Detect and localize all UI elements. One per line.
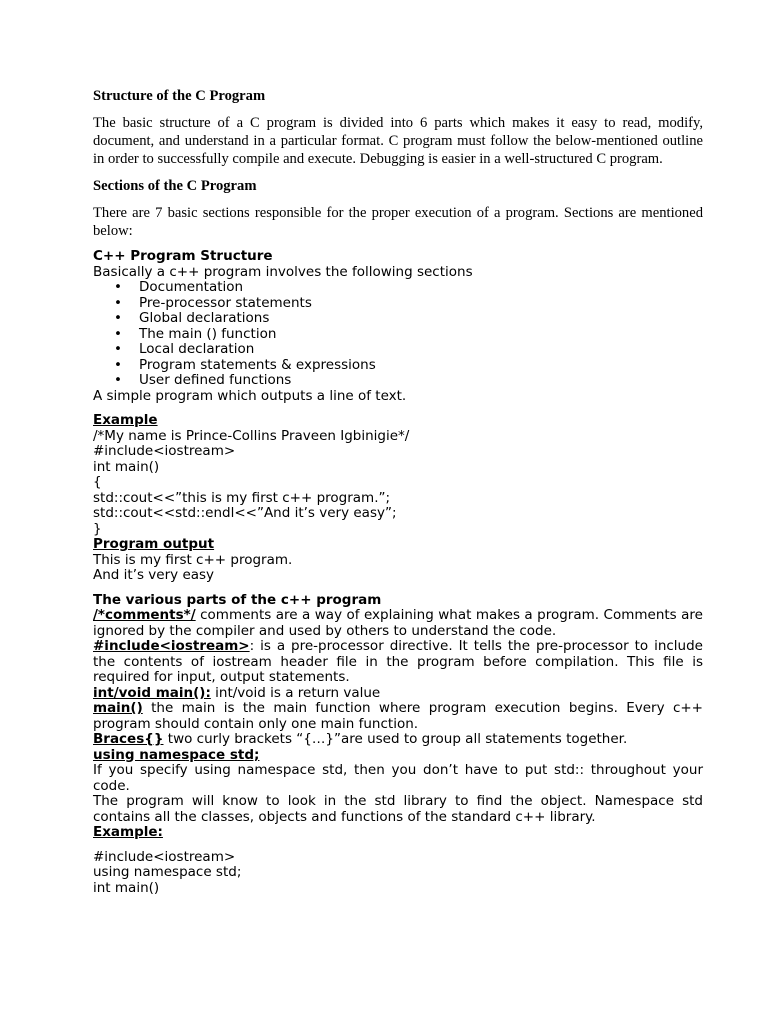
comments-text: comments are a way of explaining what makes a program. Comments are ignored by the compiler and used by others to understand the code. <box>93 607 703 639</box>
example-heading: Example <box>93 412 158 428</box>
list-item: • User defined functions <box>93 373 703 389</box>
list-item: • Global declarations <box>93 311 703 327</box>
cpp-structure-outro: A simple program which outputs a line of text. <box>93 387 407 404</box>
structure-heading: Structure of the C Program <box>93 88 266 104</box>
namespace-paragraph-2: The program will know to look in the std library to find the object. Namespace std contains all the classes, objects and functions of the standard c++ library. <box>93 793 703 825</box>
document-body <box>93 87 703 896</box>
code-line: #include<iostream> <box>93 443 236 459</box>
namespace-term: using namespace std; <box>93 746 260 763</box>
comments-term: /*comments*/ <box>93 607 196 623</box>
namespace-paragraph-1: If you specify using namespace std, then you don’t have to put std:: throughout your code. <box>93 762 703 794</box>
sections-list <box>93 280 703 389</box>
main-term: main() <box>93 700 143 716</box>
list-item: • Local declaration <box>93 342 703 358</box>
main-text: the main is the main function where program execution begins. Every c++ program should contain only one main function. <box>93 700 703 732</box>
structure-paragraph: The basic structure of a C program is divided into 6 parts which makes it easy to read, modify, document, and understand in a particular format. C program must follow the below-mentioned outline in order to successfully compile and execute. Debugging is easier in a well-structured C program. <box>93 115 703 167</box>
include-term: #include<iostream> <box>93 638 250 654</box>
parts-heading: The various parts of the c++ program <box>93 591 382 608</box>
main-signature-paragraph <box>93 686 703 702</box>
program-output-heading: Program output <box>93 536 215 552</box>
list-item: • Pre-processor statements <box>93 296 703 312</box>
comments-paragraph <box>93 608 703 639</box>
cpp-structure-section <box>93 249 703 404</box>
code-line: using namespace std; <box>93 864 242 880</box>
code-line: /*My name is Prince-Collins Praveen Igbinigie*/ <box>93 427 410 444</box>
main-signature-text: int/void is a return value <box>210 684 381 701</box>
main-signature-term: int/void main(): <box>93 684 211 701</box>
output-line: This is my first c++ program. <box>93 551 293 568</box>
example-section <box>93 413 703 584</box>
sections-paragraph: There are 7 basic sections responsible for the proper execution of a program. Sections are mentioned below: <box>93 205 703 239</box>
main-paragraph <box>93 701 703 732</box>
code-line: std::cout<<”this is my first c++ program.”; <box>93 489 391 506</box>
code-line: std::cout<<std::endl<<”And it’s very easy”; <box>93 505 397 521</box>
include-text: : is a pre-processor directive. It tells the pre-processor to include the contents of iostream header file in the program before compilation. This file is required for input, output statements. <box>93 638 703 685</box>
code-line: int main() <box>93 879 160 896</box>
list-item: • The main () function <box>93 327 703 343</box>
code-line: } <box>93 520 102 537</box>
parts-section <box>93 593 703 897</box>
code-line: #include<iostream> <box>93 848 236 865</box>
cpp-structure-intro: Basically a c++ program involves the following sections <box>93 263 473 280</box>
braces-paragraph <box>93 732 703 748</box>
braces-text: two curly brackets “{…}”are used to group all statements together. <box>163 731 628 747</box>
code-line: int main() <box>93 458 160 475</box>
example2-heading: Example: <box>93 824 163 840</box>
list-item: • Program statements & expressions <box>93 358 703 374</box>
spacer <box>93 404 703 413</box>
braces-term: Braces{} <box>93 731 164 747</box>
include-paragraph <box>93 639 703 686</box>
list-item: • Documentation <box>93 280 703 296</box>
cpp-structure-heading: C++ Program Structure <box>93 248 273 264</box>
output-line: And it’s very easy <box>93 567 215 583</box>
code-line: { <box>93 474 102 490</box>
sections-heading: Sections of the C Program <box>93 178 257 194</box>
